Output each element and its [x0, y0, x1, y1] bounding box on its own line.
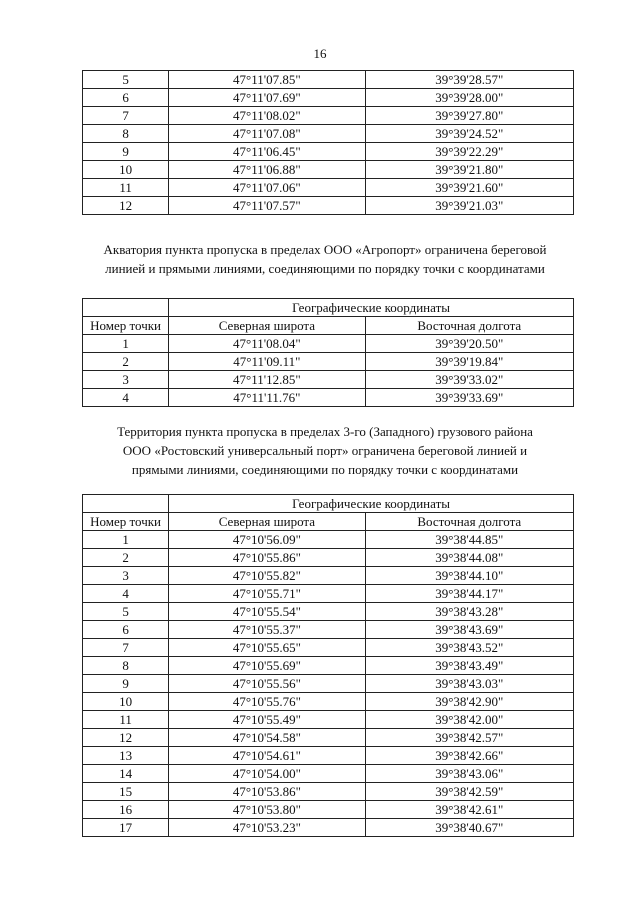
longitude-cell: 39°39'21.03" — [365, 197, 573, 215]
latitude-cell: 47°10'54.00" — [169, 765, 365, 783]
longitude-cell: 39°38'44.85" — [365, 531, 573, 549]
table-row — [83, 675, 574, 693]
table-row — [83, 335, 574, 353]
longitude-cell: 39°38'42.59" — [365, 783, 573, 801]
column-header-point: Номер точки — [83, 513, 169, 531]
latitude-cell: 47°10'53.80" — [169, 801, 365, 819]
table-row — [83, 197, 574, 215]
latitude-cell: 47°10'54.58" — [169, 729, 365, 747]
table-row — [83, 693, 574, 711]
longitude-cell: 39°38'44.08" — [365, 549, 573, 567]
table-body — [83, 335, 574, 407]
point-number-cell: 2 — [83, 549, 169, 567]
column-header-latitude: Северная широта — [169, 317, 365, 335]
longitude-cell: 39°39'24.52" — [365, 125, 573, 143]
latitude-cell: 47°10'53.23" — [169, 819, 365, 837]
latitude-cell: 47°10'55.76" — [169, 693, 365, 711]
longitude-cell: 39°39'22.29" — [365, 143, 573, 161]
group-header: Географические координаты — [169, 299, 574, 317]
empty-header-cell — [83, 299, 169, 317]
column-header-longitude: Восточная долгота — [365, 513, 573, 531]
point-number-cell: 12 — [83, 197, 169, 215]
coordinates-table-3 — [82, 494, 574, 837]
longitude-cell: 39°38'42.61" — [365, 801, 573, 819]
latitude-cell: 47°11'09.11" — [169, 353, 365, 371]
latitude-cell: 47°10'53.86" — [169, 783, 365, 801]
latitude-cell: 47°11'07.85" — [169, 71, 365, 89]
longitude-cell: 39°38'42.00" — [365, 711, 573, 729]
table-row — [83, 639, 574, 657]
point-number-cell: 6 — [83, 621, 169, 639]
latitude-cell: 47°10'55.37" — [169, 621, 365, 639]
point-number-cell: 14 — [83, 765, 169, 783]
table-row — [83, 531, 574, 549]
point-number-cell: 7 — [83, 639, 169, 657]
latitude-cell: 47°10'56.09" — [169, 531, 365, 549]
longitude-cell: 39°39'33.02" — [365, 371, 573, 389]
latitude-cell: 47°10'55.65" — [169, 639, 365, 657]
table-row — [83, 585, 574, 603]
coordinates-table-2 — [82, 298, 574, 407]
table-head — [83, 299, 574, 335]
longitude-cell: 39°38'44.17" — [365, 585, 573, 603]
point-number-cell: 10 — [83, 693, 169, 711]
longitude-cell: 39°38'42.57" — [365, 729, 573, 747]
column-header-longitude: Восточная долгота — [365, 317, 573, 335]
latitude-cell: 47°10'55.56" — [169, 675, 365, 693]
column-header-latitude: Северная широта — [169, 513, 365, 531]
table-row — [83, 107, 574, 125]
point-number-cell: 3 — [83, 567, 169, 585]
column-header-row — [83, 317, 574, 335]
longitude-cell: 39°39'28.57" — [365, 71, 573, 89]
table-row — [83, 783, 574, 801]
table-row — [83, 603, 574, 621]
point-number-cell: 12 — [83, 729, 169, 747]
point-number-cell: 9 — [83, 675, 169, 693]
coordinates-table-1 — [82, 70, 574, 215]
table-row — [83, 711, 574, 729]
point-number-cell: 3 — [83, 371, 169, 389]
table-row — [83, 125, 574, 143]
point-number-cell: 5 — [83, 603, 169, 621]
latitude-cell: 47°10'55.49" — [169, 711, 365, 729]
point-number-cell: 11 — [83, 179, 169, 197]
latitude-cell: 47°10'54.61" — [169, 747, 365, 765]
table-body — [83, 71, 574, 215]
column-header-row — [83, 513, 574, 531]
longitude-cell: 39°38'40.67" — [365, 819, 573, 837]
longitude-cell: 39°38'43.28" — [365, 603, 573, 621]
point-number-cell: 17 — [83, 819, 169, 837]
latitude-cell: 47°10'55.86" — [169, 549, 365, 567]
longitude-cell: 39°38'42.90" — [365, 693, 573, 711]
longitude-cell: 39°39'28.00" — [365, 89, 573, 107]
page-number: 16 — [313, 46, 327, 61]
longitude-cell: 39°38'44.10" — [365, 567, 573, 585]
latitude-cell: 47°11'06.45" — [169, 143, 365, 161]
longitude-cell: 39°39'33.69" — [365, 389, 573, 407]
point-number-cell: 4 — [83, 585, 169, 603]
table-row — [83, 747, 574, 765]
latitude-cell: 47°10'55.54" — [169, 603, 365, 621]
paragraph-line: Акватория пункта пропуска в пределах ООО «Агропорт» ограничена береговой — [103, 242, 547, 257]
table-row — [83, 89, 574, 107]
table-row — [83, 621, 574, 639]
longitude-cell: 39°39'19.84" — [365, 353, 573, 371]
latitude-cell: 47°10'55.82" — [169, 567, 365, 585]
latitude-cell: 47°11'07.08" — [169, 125, 365, 143]
longitude-cell: 39°39'21.80" — [365, 161, 573, 179]
table-row — [83, 353, 574, 371]
latitude-cell: 47°11'07.69" — [169, 89, 365, 107]
paragraph-agroport — [60, 240, 590, 278]
longitude-cell: 39°38'43.03" — [365, 675, 573, 693]
point-number-cell: 15 — [83, 783, 169, 801]
point-number-cell: 1 — [83, 335, 169, 353]
table-body — [83, 531, 574, 837]
table-row — [83, 71, 574, 89]
latitude-cell: 47°10'55.69" — [169, 657, 365, 675]
point-number-cell: 16 — [83, 801, 169, 819]
point-number-cell: 5 — [83, 71, 169, 89]
latitude-cell: 47°10'55.71" — [169, 585, 365, 603]
longitude-cell: 39°38'43.69" — [365, 621, 573, 639]
point-number-cell: 8 — [83, 125, 169, 143]
point-number-cell: 6 — [83, 89, 169, 107]
latitude-cell: 47°11'08.02" — [169, 107, 365, 125]
group-header: Географические координаты — [169, 495, 574, 513]
table-row — [83, 729, 574, 747]
latitude-cell: 47°11'12.85" — [169, 371, 365, 389]
longitude-cell: 39°39'20.50" — [365, 335, 573, 353]
paragraph-rostov-port — [60, 422, 590, 479]
table-row — [83, 143, 574, 161]
point-number-cell: 8 — [83, 657, 169, 675]
point-number-cell: 9 — [83, 143, 169, 161]
column-header-point: Номер точки — [83, 317, 169, 335]
point-number-cell: 2 — [83, 353, 169, 371]
table-head — [83, 495, 574, 531]
point-number-cell: 11 — [83, 711, 169, 729]
empty-header-cell — [83, 495, 169, 513]
paragraph-line: линией и прямыми линиями, соединяющими по порядку точки с координатами — [105, 261, 545, 276]
point-number-cell: 4 — [83, 389, 169, 407]
paragraph-line: Территория пункта пропуска в пределах 3-го (Западного) грузового района — [117, 424, 533, 439]
point-number-cell: 7 — [83, 107, 169, 125]
table-row — [83, 819, 574, 837]
group-header-row — [83, 299, 574, 317]
longitude-cell: 39°38'43.49" — [365, 657, 573, 675]
latitude-cell: 47°11'08.04" — [169, 335, 365, 353]
table-row — [83, 549, 574, 567]
group-header-row — [83, 495, 574, 513]
table-row — [83, 567, 574, 585]
paragraph-line: прямыми линиями, соединяющими по порядку точки с координатами — [131, 462, 519, 477]
latitude-cell: 47°11'07.06" — [169, 179, 365, 197]
table-row — [83, 161, 574, 179]
latitude-cell: 47°11'07.57" — [169, 197, 365, 215]
table-row — [83, 389, 574, 407]
table-row — [83, 371, 574, 389]
latitude-cell: 47°11'11.76" — [169, 389, 365, 407]
latitude-cell: 47°11'06.88" — [169, 161, 365, 179]
longitude-cell: 39°39'21.60" — [365, 179, 573, 197]
longitude-cell: 39°38'43.52" — [365, 639, 573, 657]
table-row — [83, 765, 574, 783]
table-row — [83, 657, 574, 675]
table-row — [83, 801, 574, 819]
table-row — [83, 179, 574, 197]
longitude-cell: 39°38'43.06" — [365, 765, 573, 783]
point-number-cell: 1 — [83, 531, 169, 549]
point-number-cell: 13 — [83, 747, 169, 765]
longitude-cell: 39°38'42.66" — [365, 747, 573, 765]
longitude-cell: 39°39'27.80" — [365, 107, 573, 125]
point-number-cell: 10 — [83, 161, 169, 179]
paragraph-line: ООО «Ростовский универсальный порт» ограничена береговой линией и — [122, 443, 528, 458]
